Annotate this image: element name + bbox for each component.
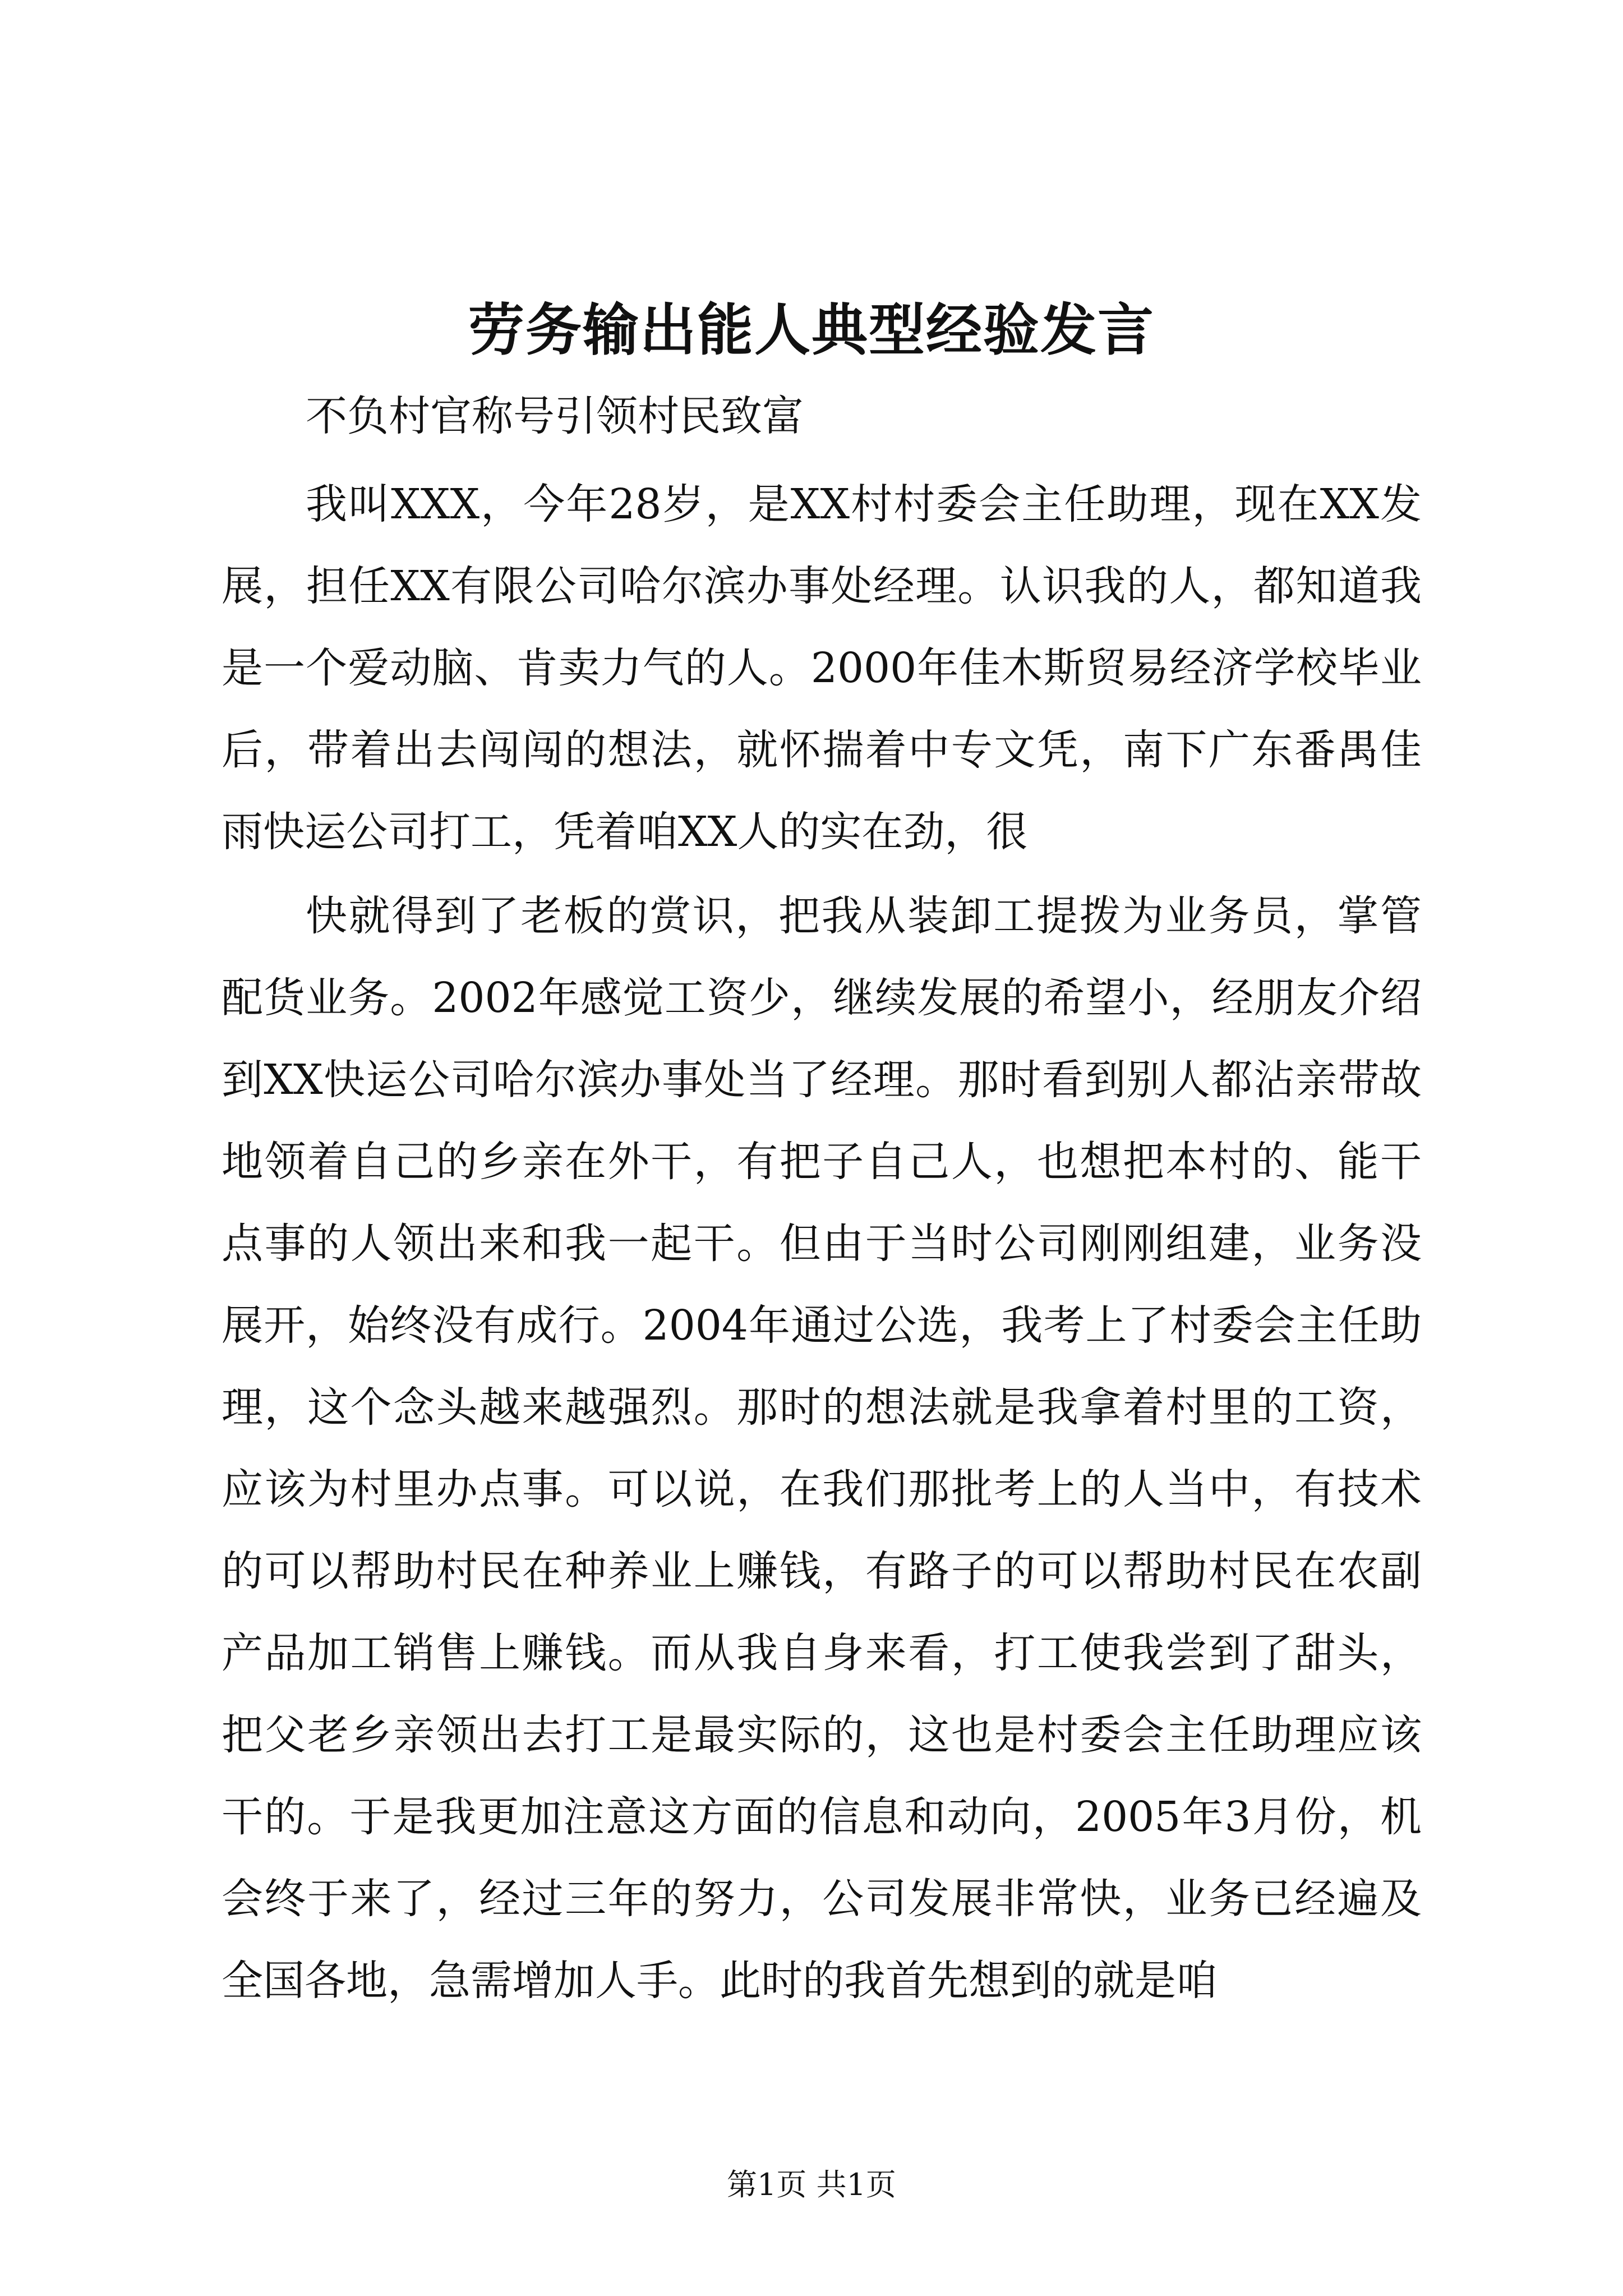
document-subtitle: 不负村官称号引领村民致富: [306, 392, 804, 440]
document-title: 劳务输出能人典型经验发言: [468, 297, 1155, 363]
body-paragraph-2: 快就得到了老板的赏识，把我从装卸工提拨为业务员，掌管配货业务。2002年感觉工资少，继续发展的希望小，经朋友介绍到XX快运公司哈尔滨办事处当了经理。那时看到别人都沾亲带故地领着自己的乡亲在外干，有把子自己人，也想把本村的、能干点事的人领出来和我一起干。但由于当时公司刚刚组建，业务没展开，始终没有成行。2004年通过公选，我考上了村委会主任助理，这个念头越来越强烈。那时的想法就是我拿着村里的工资，应该为村里办点事。可以说，在我们那批考上的人当中，有技术的可以帮助村民在种养业上赚钱，有路子的可以帮助村民在农副产品加工销售上赚钱。而从我自身来看，打工使我尝到了甜头，把父老乡亲领出去打工是最实际的，这也是村委会主任助理应该干的。于是我更加注意这方面的信息和动向，2005年3月份，机会终于来了，经过三年的努力，公司发展非常快，业务已经遍及全国各地，急需增加人手。此时的我首先想到的就是咱: [222, 892, 1422, 2005]
body-paragraph-1: 我叫XXX，今年28岁，是XX村村委会主任助理，现在XX发展，担任XX有限公司哈尔滨办事处经理。认识我的人，都知道我是一个爱动脑、肯卖力气的人。2000年佳木斯贸易经济学校毕业后，带着出去闯闯的想法，就怀揣着中专文凭，南下广东番禺佳雨快运公司打工，凭着咱XX人的实在劲，很: [222, 480, 1422, 856]
page-footer: 第1页 共1页: [727, 2167, 896, 2202]
